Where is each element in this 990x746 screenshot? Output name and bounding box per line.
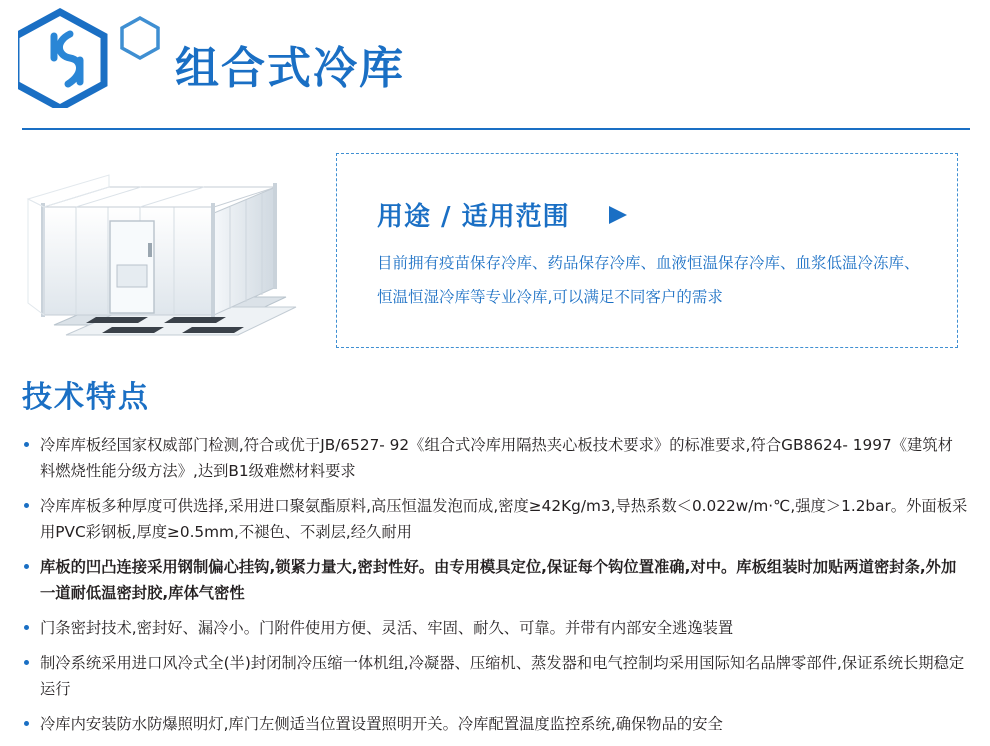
list-item-text: 门条密封技术,密封好、漏冷小。门附件使用方便、灵活、牢固、耐久、可靠。并带有内部安全逃逸装置 [40,619,734,637]
usage-callout-box [336,153,958,348]
list-item [22,493,968,545]
list-item-text: 库板的凹凸连接采用钢制偏心挂钩,锁紧力量大,密封性好。由专用模具定位,保证每个钩位置准确,对中。库板组装时加贴两道密封条,外加一道耐低温密封胶,库体气密性 [40,558,957,602]
bullet-icon [24,564,29,569]
features-list [22,432,968,746]
hexagon-logo-icon [18,8,178,108]
list-item [22,615,968,641]
features-heading: 技术特点 [22,380,150,415]
page-header [0,0,990,118]
list-item [22,432,968,484]
chevron-right-icon [609,206,635,231]
cold-room-product-photo [14,147,314,357]
bullet-icon [24,503,29,508]
list-item-text: 冷库库板多种厚度可供选择,采用进口聚氨酯原料,高压恒温发泡而成,密度≥42Kg/m3,导热系数＜0.022w/m·℃,强度＞1.2bar。外面板采用PVC彩钢板,厚度≥0.5mm,不褪色、不剥层,经久耐用 [40,497,968,541]
callout-title: 用途 / 适用范围 [377,202,570,232]
intro-section [0,145,990,360]
list-item-text: 冷库库板经国家权威部门检测,符合或优于JB/6527- 92《组合式冷库用隔热夹心板技术要求》的标准要求,符合GB8624- 1997《建筑材料燃烧性能分级方法》,达到B1级难燃材料要求 [40,436,953,480]
callout-body-text: 目前拥有疫苗保存冷库、药品保存冷库、血液恒温保存冷库、血浆低温冷冻库、恒温恒湿冷库等专业冷库,可以满足不同客户的需求 [377,254,920,306]
bullet-icon [24,442,29,447]
list-item-text: 制冷系统采用进口风冷式全(半)封闭制冷压缩一体机组,冷凝器、压缩机、蒸发器和电气控制均采用国际知名品牌零部件,保证系统长期稳定运行 [40,654,965,698]
page-title: 组合式冷库 [175,43,405,94]
list-item [22,554,968,606]
bullet-icon [24,625,29,630]
list-item-text: 冷库内安装防水防爆照明灯,库门左侧适当位置设置照明开关。冷库配置温度监控系统,确保物品的安全 [40,715,723,733]
bullet-icon [24,721,29,726]
list-item [22,650,968,702]
bullet-icon [24,660,29,665]
header-divider [22,128,970,130]
list-item [22,711,968,737]
